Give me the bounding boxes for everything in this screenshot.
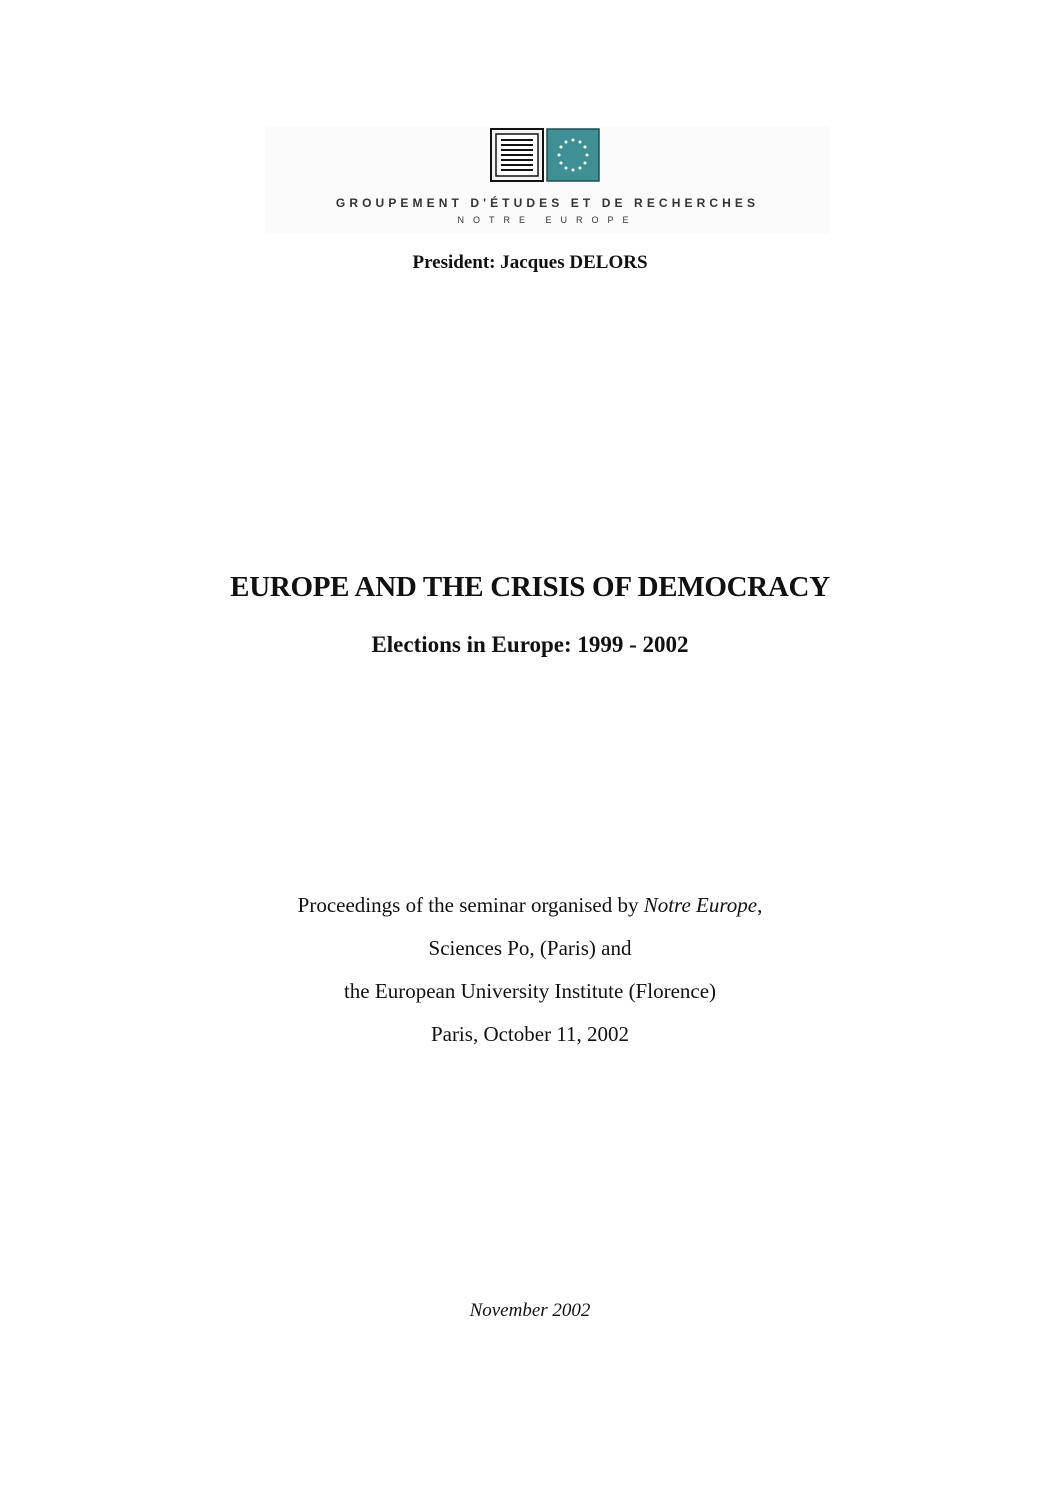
organizer-name: Notre Europe bbox=[643, 893, 758, 917]
header-logo bbox=[265, 126, 830, 234]
logo-icons bbox=[490, 128, 602, 184]
publication-date: November 2002 bbox=[469, 1300, 591, 1321]
president-line: President: Jacques DELORS bbox=[412, 252, 648, 273]
proceedings-line-4: Paris, October 11, 2002 bbox=[430, 1022, 630, 1046]
proceedings-line-3: the European University Institute (Florence) bbox=[343, 979, 717, 1003]
organization-name: GROUPEMENT D'ÉTUDES ET DE RECHERCHES bbox=[335, 196, 760, 210]
proceedings-line-1 bbox=[0, 884, 1060, 927]
proceedings-line-1-suffix: , bbox=[757, 893, 763, 917]
proceedings-block bbox=[0, 884, 1060, 1056]
organization-subtitle: NOTRE EUROPE bbox=[457, 215, 638, 225]
document-lines-icon bbox=[491, 129, 543, 181]
proceedings-line-1-prefix: Proceedings of the seminar organised by bbox=[297, 893, 644, 917]
eu-stars-icon bbox=[547, 129, 599, 181]
document-subtitle: Elections in Europe: 1999 - 2002 bbox=[371, 632, 689, 657]
proceedings-line-2: Sciences Po, (Paris) and bbox=[428, 936, 632, 960]
document-title: EUROPE AND THE CRISIS OF DEMOCRACY bbox=[230, 571, 830, 603]
